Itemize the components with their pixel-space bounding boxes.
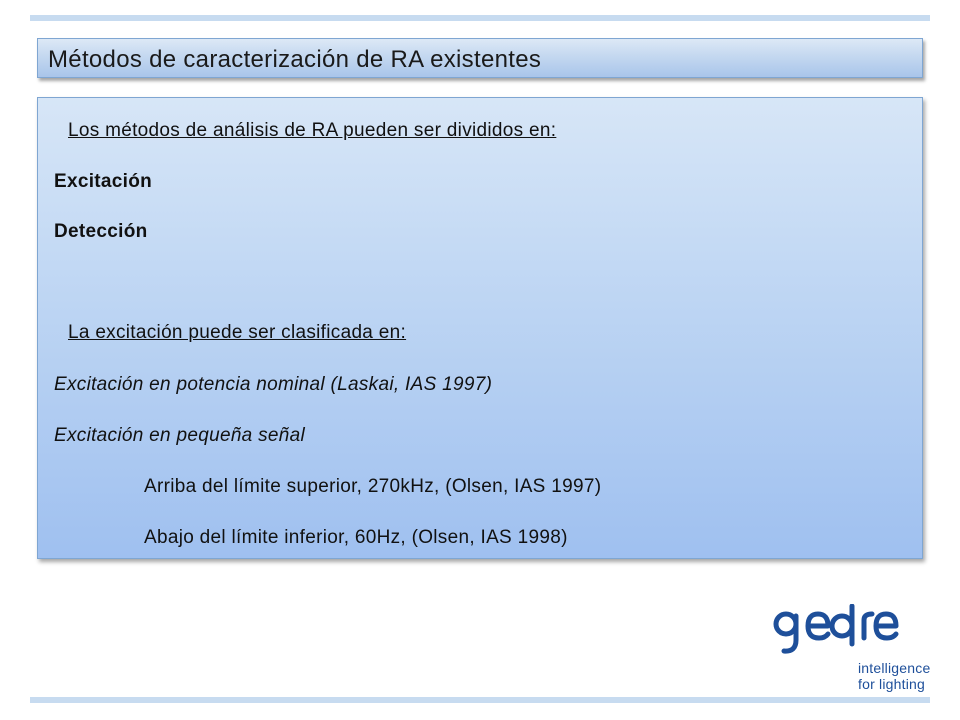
list-item-excitation: Excitación <box>54 171 153 192</box>
slide-title: Métodos de caracterización de RA existentes <box>48 46 542 73</box>
intro-text: Los métodos de análisis de RA pueden ser divididos en: <box>68 120 557 141</box>
logo-tagline-line2: for lighting <box>858 676 925 692</box>
list-item-small-signal: Excitación en pequeña señal <box>54 425 306 446</box>
bottom-divider <box>30 697 930 703</box>
list-item-detection: Detección <box>54 221 148 242</box>
sub-item-lower-limit: Abajo del límite inferior, 60Hz, (Olsen, IAS 1998) <box>144 527 568 548</box>
logo-tagline-line1: intelligence <box>858 660 931 676</box>
gedre-logo <box>772 604 932 694</box>
content-box <box>37 97 923 559</box>
sub-item-upper-limit: Arriba del límite superior, 270kHz, (Olsen, IAS 1997) <box>144 476 602 497</box>
intro-text-2: La excitación puede ser clasificada en: <box>68 322 407 343</box>
top-divider <box>30 15 930 21</box>
list-item-nominal-power: Excitación en potencia nominal (Laskai, IAS 1997) <box>54 374 493 395</box>
title-box <box>37 38 923 78</box>
gedre-logo-mark <box>772 604 932 664</box>
